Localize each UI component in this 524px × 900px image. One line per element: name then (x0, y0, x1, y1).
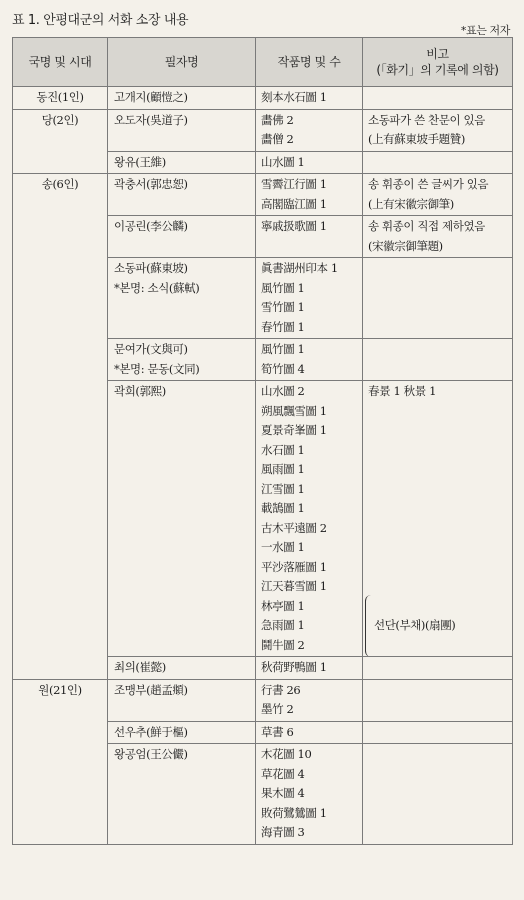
artist-name: 선우추(鮮于樞) (114, 724, 188, 739)
work-item: 畵僧 2 (261, 132, 294, 146)
header-remarks-subtitle: (「화기」의 기록에 의함) (376, 63, 499, 77)
artist-cell (108, 339, 256, 381)
work-item: 風雨圖 1 (261, 462, 305, 476)
header-era: 국명 및 시대 (13, 38, 108, 87)
header-remarks (363, 38, 513, 87)
artist-name: 왕유(王維) (114, 154, 166, 169)
table-row (13, 109, 513, 151)
work-item: 墨竹 2 (261, 702, 294, 716)
header-remarks-title: 비고 (426, 47, 449, 61)
remarks-cell (363, 744, 513, 845)
work-item: 風竹圖 1 (261, 342, 305, 356)
artist-name: 조맹부(趙孟頫) (114, 682, 188, 697)
work-item: 刻本水石圖 1 (261, 90, 327, 104)
artist-name: 곽희(郭熙) (114, 384, 166, 398)
work-item: 載鵠圖 1 (261, 501, 305, 515)
works-cell (256, 744, 363, 845)
table-note: *표는 저자 (460, 24, 510, 37)
fan-brace-note (368, 616, 506, 636)
header-artist: 필자명 (108, 38, 256, 87)
remarks-cell (363, 381, 513, 657)
table-header-row (13, 38, 513, 87)
work-item: 江天暮雪圖 1 (261, 579, 327, 593)
work-item: 水石圖 1 (261, 442, 305, 457)
work-item: 春竹圖 1 (261, 319, 305, 334)
artist-cell (108, 174, 256, 216)
works-cell (256, 109, 363, 151)
remarks-cell (363, 216, 513, 258)
table-caption: 표 1. 안평대군의 서화 소장 내용 (12, 13, 189, 28)
artist-cell (108, 151, 256, 174)
work-item: 畵佛 2 (261, 112, 294, 127)
artist-name: 문여가(文與可) (114, 342, 188, 356)
work-item: 一水圖 1 (261, 540, 305, 554)
work-item: 平沙落雁圖 1 (261, 559, 327, 574)
works-cell (256, 381, 363, 657)
era-cell: 원(21인) (13, 679, 108, 844)
artist-cell (108, 381, 256, 657)
work-item: 海青圖 3 (261, 825, 305, 839)
era-cell: 당(2인) (13, 109, 108, 174)
table-row (13, 174, 513, 216)
work-item: 草書 6 (261, 724, 294, 739)
remarks-cell (363, 258, 513, 339)
works-cell (256, 216, 363, 258)
artist-name: 오도자(吳道子) (114, 112, 188, 127)
work-item: 朔風飄雪圖 1 (261, 403, 327, 418)
brace-mark (365, 595, 372, 657)
work-item: 林亭圖 1 (261, 598, 305, 613)
work-item: 急雨圖 1 (261, 618, 305, 632)
artist-cell (108, 216, 256, 258)
work-item: 風竹圖 1 (261, 280, 305, 295)
artist-name: 소동파(蘇東坡) (114, 261, 188, 275)
artist-alt-name: *본명: 문동(文同) (114, 361, 200, 376)
works-cell (256, 258, 363, 339)
works-cell (256, 339, 363, 381)
remark-line: (宋徽宗御筆題) (368, 238, 443, 253)
artist-name: 곽충서(郭忠恕) (114, 177, 188, 191)
work-item: 江雪圖 1 (261, 481, 305, 496)
remarks-cell (363, 151, 513, 174)
artist-cell (108, 721, 256, 744)
work-item: 山水圖 2 (261, 384, 305, 398)
work-item: 敗荷鷺鷥圖 1 (261, 805, 327, 820)
artist-alt-name: *본명: 소식(蘇軾) (114, 280, 200, 295)
works-cell (256, 151, 363, 174)
works-cell (256, 657, 363, 680)
work-item: 雪霽江行圖 1 (261, 177, 327, 191)
remark-line: 송 휘종이 직접 제하였음 (368, 219, 485, 233)
work-item: 夏景奇峯圖 1 (261, 423, 327, 437)
work-item: 筍竹圖 4 (261, 361, 305, 376)
artist-name: 왕공엄(王公儼) (114, 747, 188, 761)
work-item: 高閣臨江圖 1 (261, 196, 327, 211)
remark-line: 春景 1 秋景 1 (368, 384, 436, 398)
fan-brace-label: 선단(부채)(扇團) (374, 617, 456, 632)
artist-cell (108, 87, 256, 110)
work-item: 古木平遠圖 2 (261, 520, 327, 535)
works-cell (256, 679, 363, 721)
work-item: 雪竹圖 1 (261, 300, 305, 314)
artist-cell (108, 258, 256, 339)
remark-line: (上有蘇東坡手題贊) (368, 132, 465, 146)
works-cell (256, 721, 363, 744)
remarks-cell (363, 109, 513, 151)
work-item: 果木圖 4 (261, 786, 305, 800)
works-cell (256, 87, 363, 110)
artist-name: 최의(崔懿) (114, 660, 166, 674)
remarks-cell (363, 87, 513, 110)
work-item: 行書 26 (261, 682, 301, 697)
artist-cell (108, 679, 256, 721)
remark-line: 송 휘종이 쓴 글씨가 있음 (368, 177, 489, 191)
work-item: 木花圖 10 (261, 747, 312, 761)
work-item: 眞書湖州印本 1 (261, 261, 338, 275)
remarks-cell (363, 721, 513, 744)
era-cell: 송(6인) (13, 174, 108, 680)
remarks-cell (363, 679, 513, 721)
artist-name: 고개지(顧愷之) (114, 90, 188, 104)
work-item: 草花圖 4 (261, 766, 305, 781)
work-item: 鬪牛圖 2 (261, 637, 305, 652)
artist-name: 이공린(李公麟) (114, 219, 188, 233)
work-item: 山水圖 1 (261, 154, 305, 169)
header-works: 작품명 및 수 (256, 38, 363, 87)
artist-cell (108, 657, 256, 680)
artist-cell (108, 109, 256, 151)
artist-cell (108, 744, 256, 845)
work-item: 秋荷野鴨圖 1 (261, 660, 327, 674)
work-item: 寧戚扱歌圖 1 (261, 219, 327, 233)
remarks-cell (363, 657, 513, 680)
collection-table (12, 37, 513, 845)
works-cell (256, 174, 363, 216)
remark-line: 소동파가 쓴 찬문이 있음 (368, 112, 485, 127)
remarks-cell (363, 174, 513, 216)
table-row (13, 679, 513, 721)
remarks-cell (363, 339, 513, 381)
table-row (13, 87, 513, 110)
era-cell: 동진(1인) (13, 87, 108, 110)
remark-line: (上有宋徽宗御筆) (368, 196, 454, 211)
